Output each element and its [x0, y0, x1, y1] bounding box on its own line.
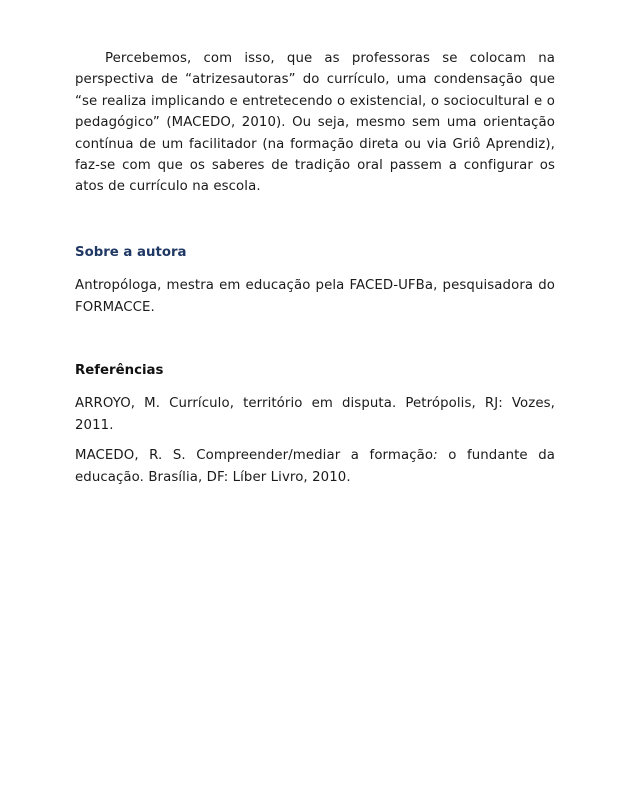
spacer — [75, 436, 555, 445]
references-heading: Referências — [75, 363, 164, 379]
author-heading: Sobre a autora — [75, 244, 187, 260]
reference-text: o fundante da educação. Brasília, DF: Líber Livro, 2010. — [75, 448, 555, 485]
body-paragraph: Percebemos, com isso, que as professoras se colocam na perspectiva de “atrizesautoras” do currículo, uma condensação que “se realiza implicando e entretecendo o existencial, o sociocultural e o pedagógico” (MACEDO, 2010). Ou seja, mesmo sem uma orientação contínua de um facilitador (na formação direta ou via Griô Aprendiz), faz-se com que os saberes de tradição oral passem a configurar os atos de currículo na escola. — [75, 51, 555, 195]
reference-italic-colon: : — [433, 448, 438, 464]
spacer — [75, 381, 555, 393]
spacer — [75, 318, 555, 360]
spacer — [75, 198, 555, 242]
author-bio: Antropóloga, mestra em educação pela FACED-UFBa, pesquisadora do FORMACCE. — [75, 278, 555, 315]
reference-item — [75, 445, 555, 488]
reference-item: ARROYO, M. Currículo, território em disputa. Petrópolis, RJ: Vozes, 2011. — [75, 396, 555, 433]
spacer — [75, 263, 555, 275]
reference-text: MACEDO, R. S. Compreender/mediar a formação — [75, 448, 434, 464]
